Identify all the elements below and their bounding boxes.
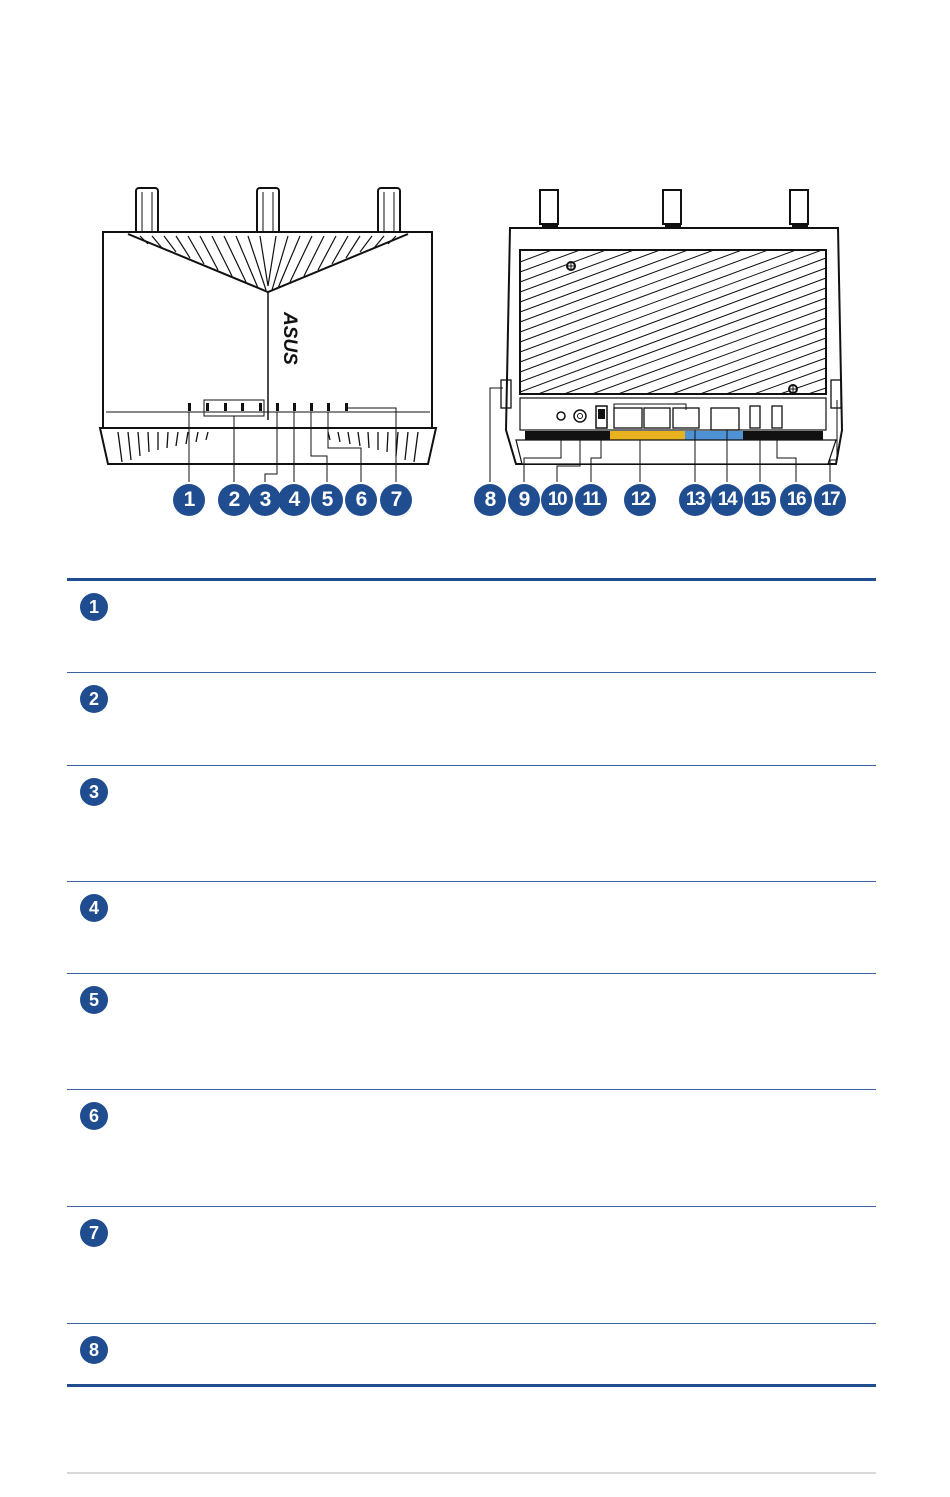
callout-2: 2 [218, 484, 250, 516]
legend-table [67, 578, 876, 1387]
callout-4: 4 [278, 484, 310, 516]
callout-9: 9 [508, 484, 540, 516]
row-number-badge: 4 [80, 894, 108, 922]
callout-16: 16 [780, 484, 812, 516]
router-front-view [100, 188, 436, 482]
callout-5: 5 [311, 484, 343, 516]
row-number-badge: 2 [80, 685, 108, 713]
callout-6: 6 [345, 484, 377, 516]
callout-8: 8 [474, 484, 506, 516]
table-row [67, 581, 876, 673]
table-row [67, 882, 876, 974]
callout-13: 13 [679, 484, 711, 516]
row-number-badge: 8 [80, 1336, 108, 1364]
row-number-badge: 6 [80, 1102, 108, 1130]
callout-10: 10 [541, 484, 573, 516]
row-number-badge: 3 [80, 778, 108, 806]
table-row [67, 974, 876, 1090]
callout-11: 11 [575, 484, 607, 516]
table-row [67, 673, 876, 766]
callout-14: 14 [711, 484, 743, 516]
callout-1: 1 [173, 484, 205, 516]
router-illustrations [0, 0, 950, 540]
table-row [67, 1324, 876, 1387]
table-row [67, 1090, 876, 1207]
callout-17: 17 [814, 484, 846, 516]
row-number-badge: 7 [80, 1219, 108, 1247]
callout-12: 12 [624, 484, 656, 516]
footer-rule [67, 1472, 876, 1474]
callout-3: 3 [249, 484, 281, 516]
row-number-badge: 5 [80, 986, 108, 1014]
callout-7: 7 [380, 484, 412, 516]
table-row [67, 766, 876, 882]
row-number-badge: 1 [80, 593, 108, 621]
callout-15: 15 [744, 484, 776, 516]
table-row [67, 1207, 876, 1324]
router-back-view [490, 190, 842, 482]
router-drawing [0, 0, 950, 540]
asus-logo: ASUS [279, 312, 300, 365]
